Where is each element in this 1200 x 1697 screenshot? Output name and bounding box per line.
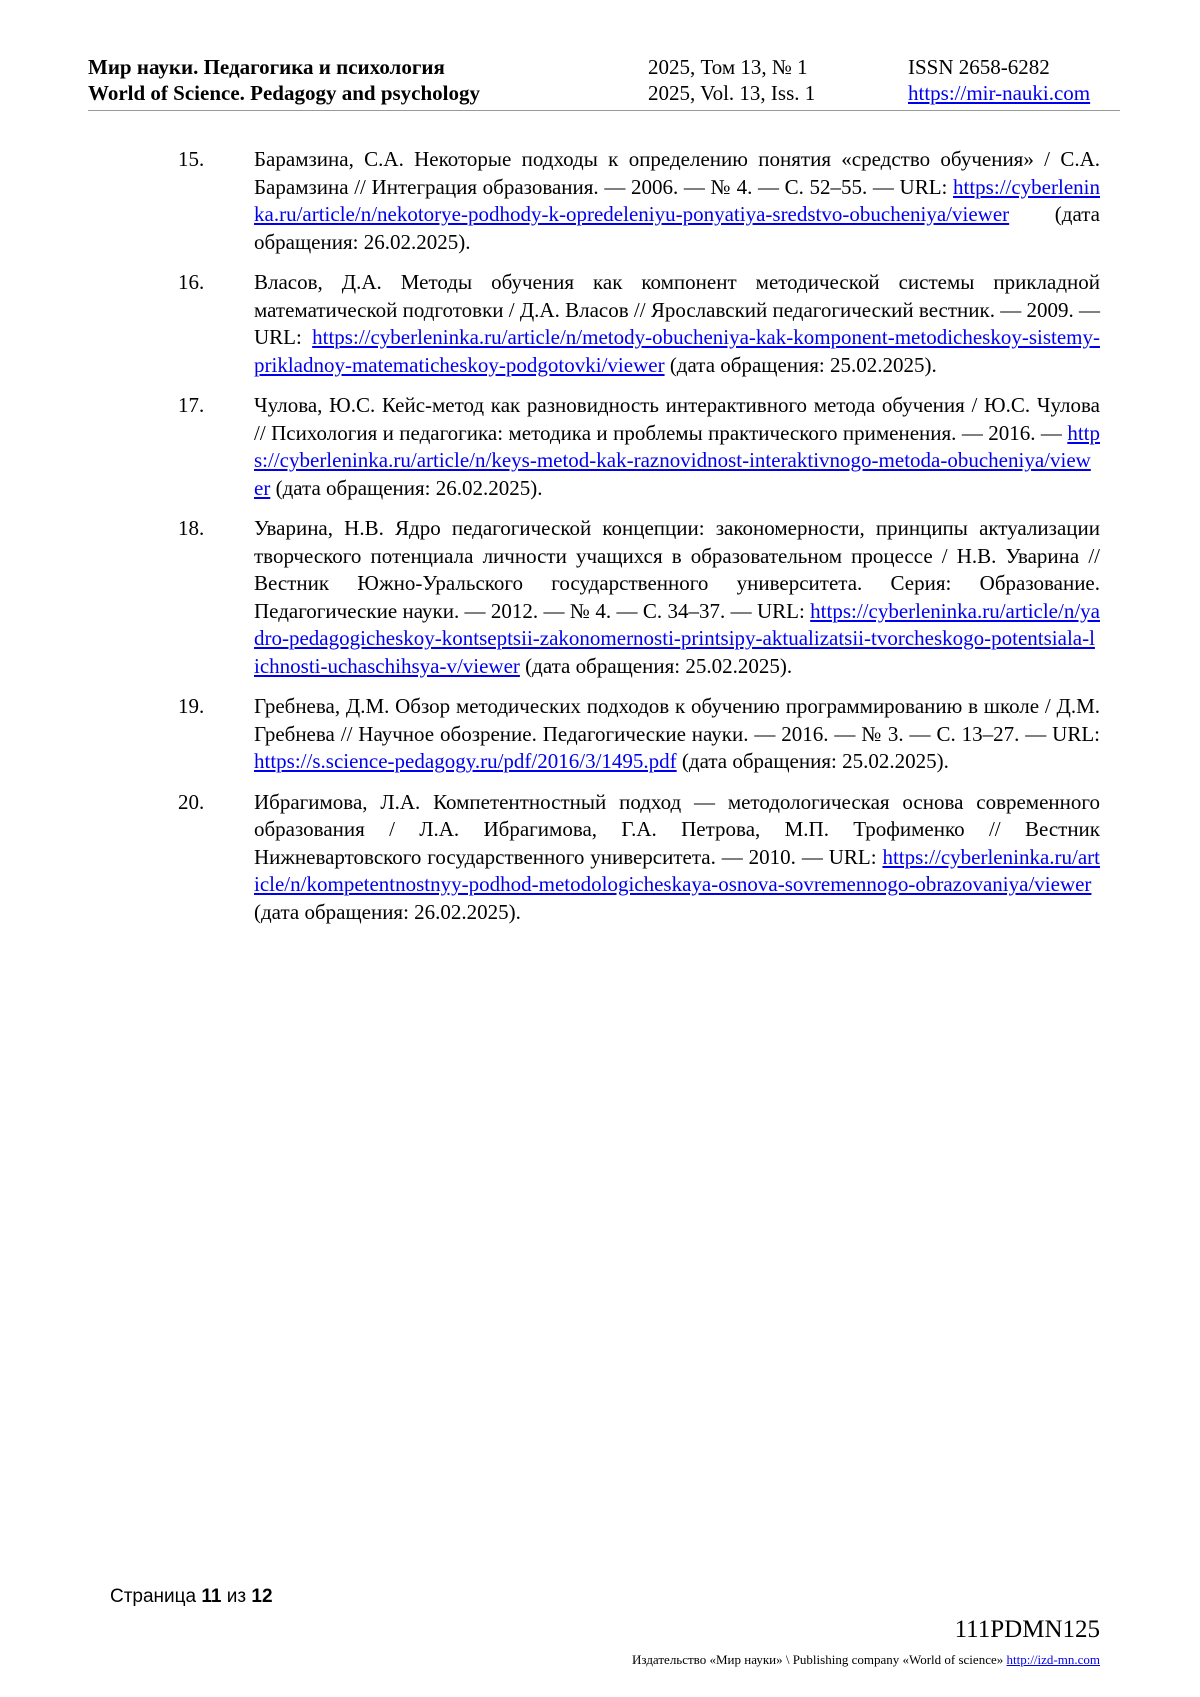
reference-item	[178, 789, 1100, 927]
reference-number: 17.	[178, 393, 205, 417]
reference-link[interactable]: https://cyberleninka.ru/article/n/keys-metod-kak-raznovidnost-interaktivnogo-metoda-obucheniya/viewer	[254, 420, 1100, 500]
reference-link[interactable]: https://cyberleninka.ru/article/n/nekotorye-podhody-k-opredeleniyu-ponyatiya-sredstvo-obucheniya/viewer	[254, 174, 1100, 226]
publisher-link[interactable]: http://izd-mn.com	[1006, 1652, 1100, 1667]
reference-access-date: (дата обращения: 25.02.2025).	[519, 653, 793, 678]
reference-number: 16.	[178, 270, 205, 294]
journal-site-link[interactable]: https://mir-nauki.com	[908, 81, 1091, 105]
journal-header	[88, 54, 1120, 111]
page-current: 11	[201, 1586, 222, 1607]
page-total: 12	[251, 1586, 273, 1607]
reference-number: 19.	[178, 694, 205, 718]
issn-block	[908, 54, 1090, 106]
reference-number: 20.	[178, 789, 205, 814]
reference-text: Чулова, Ю.С. Кейс-метод как разновидность интерактивного метода обучения / Ю.С. Чулова // Психология и педагогика: методика и проблемы практического применения. — 2016. —	[254, 393, 1100, 445]
reference-access-date: (дата обращения: 26.02.2025).	[254, 899, 521, 924]
journal-title-block	[88, 54, 480, 106]
reference-text: Барамзина, С.А. Некоторые подходы к определению понятия «средство обучения» / С.А. Барамзина // Интеграция образования. — 2006. — № 4. — С. 52–55. — URL:	[254, 147, 1100, 199]
journal-title-en: World of Science. Pedagogy and psychology	[88, 81, 481, 105]
reference-access-date: (дата обращения: 26.02.2025).	[254, 202, 1100, 254]
journal-title-ru: Мир науки. Педагогика и психология	[88, 55, 445, 79]
reference-item	[178, 146, 1100, 256]
issn: ISSN 2658-6282	[908, 55, 1050, 79]
reference-text: Гребнева, Д.М. Обзор методических подходов к обучению программированию в школе / Д.М. Гребнева // Научное обозрение. Педагогические науки. — 2016. — № 3. — С. 13–27. — URL:	[254, 694, 1100, 746]
reference-link[interactable]: https://cyberleninka.ru/article/n/metody-obucheniya-kak-komponent-metodicheskoy-sistemy-prikladnoy-matematicheskoy-podgotovki/viewer	[254, 325, 1100, 377]
issue-en: 2025, Vol. 13, Iss. 1	[648, 81, 816, 105]
reference-text: Власов, Д.А. Методы обучения как компонент методической системы прикладной математической подготовки / Д.А. Власов // Ярославский педагогический вестник. — 2009. — URL:	[254, 270, 1100, 349]
reference-access-date: (дата обращения: 25.02.2025).	[664, 352, 937, 377]
reference-number: 18.	[178, 516, 205, 540]
reference-item	[178, 269, 1100, 379]
reference-text: Ибрагимова, Л.А. Компетентностный подход — методологическая основа современного образования / Л.А. Ибрагимова, Г.А. Петрова, М.П. Трофименко // Вестник Нижневартовского государственного университета. — 2010. — URL:	[254, 789, 1100, 869]
reference-item	[178, 515, 1100, 680]
page-counter: Страница 11 из 12	[110, 1586, 273, 1607]
issue-block	[648, 54, 815, 106]
issue-ru: 2025, Том 13, № 1	[648, 55, 808, 79]
reference-item	[178, 693, 1100, 776]
reference-list	[178, 146, 1100, 939]
reference-link[interactable]: https://cyberleninka.ru/article/n/yadro-pedagogicheskoy-kontseptsii-zakonomernosti-printsipy-aktualizatsii-tvorcheskogo-potentsiala-lichnosti-uchaschihsya-v/viewer	[254, 598, 1100, 678]
reference-access-date: (дата обращения: 25.02.2025).	[676, 749, 949, 773]
reference-link[interactable]: https://s.science-pedagogy.ru/pdf/2016/3/1495.pdf	[254, 749, 677, 773]
reference-number: 15.	[178, 147, 205, 171]
reference-item	[178, 392, 1100, 502]
article-code: 111PDMN125	[954, 1616, 1100, 1643]
reference-text: Уварина, Н.В. Ядро педагогической концепции: закономерности, принципы актуализации творческого потенциала личности учащихся в образовательном процессе / Н.В. Уварина // Вестник Южно-Уральского государственного университета. Серия: Образование. Педагогические науки. — 2012. — № 4. — С. 34–37. — URL:	[254, 516, 1100, 623]
reference-link[interactable]: https://cyberleninka.ru/article/n/kompetentnostnyy-podhod-metodologicheskaya-osnova-sovremennogo-obrazovaniya/viewer	[254, 844, 1100, 896]
publisher-line: Издательство «Мир науки» \ Publishing company «World of science» http://izd-mn.com	[632, 1652, 1100, 1667]
reference-access-date: (дата обращения: 26.02.2025).	[270, 475, 543, 500]
